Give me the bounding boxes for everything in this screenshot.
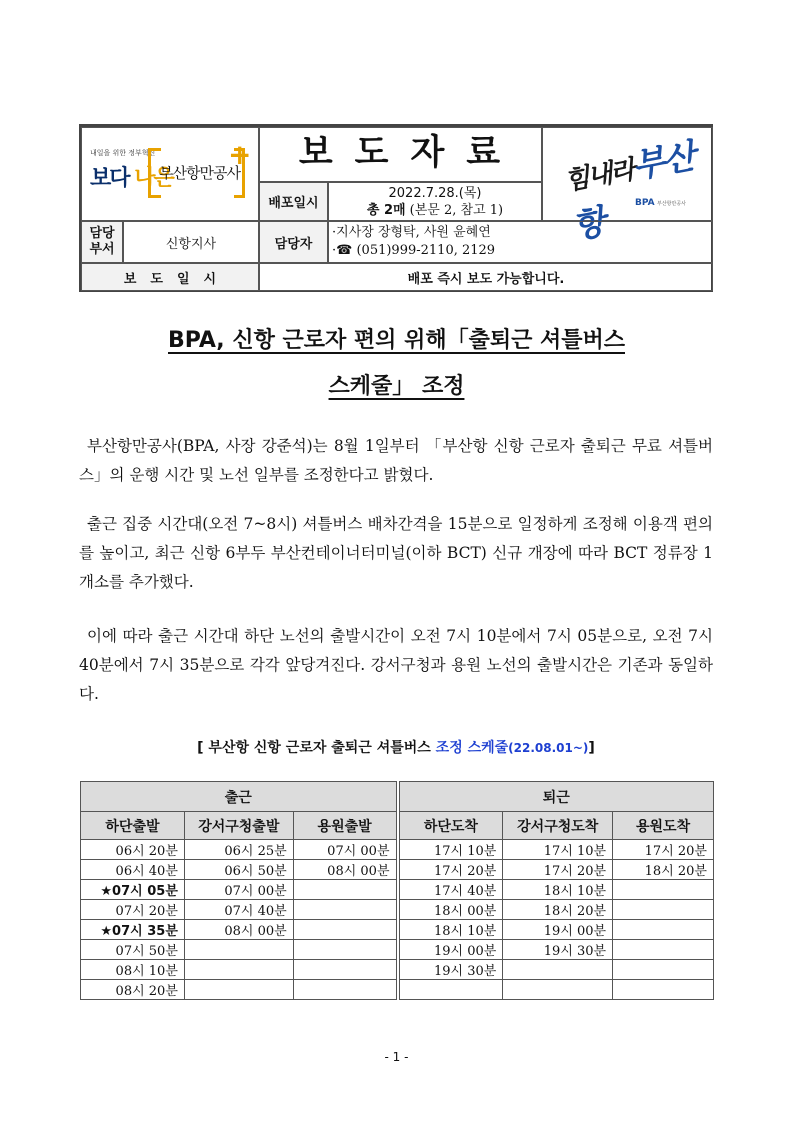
table-cell [613,920,714,940]
table-caption: [ 부산항 신항 근로자 출퇴근 셔틀버스 조정 스케줄(22.08.01~)] [197,740,595,756]
bpa-mark: BPA [635,198,655,208]
body-paragraph-1: 부산항만공사(BPA, 사장 강준석)는 8월 1일부터 「부산항 신항 근로자 출퇴근 무료 셔틀버스」의 운행 시간 및 노선 일부를 조정한다고 밝혔다. [79,437,713,484]
table-cell [399,980,503,1000]
table-cell: 17시 20분 [503,860,613,880]
caption-highlight: 조정 스케줄(22.08.01~) [435,740,589,756]
table-cell: 17시 10분 [503,840,613,860]
table-cell: 07시 00분 [293,840,396,860]
logo-org-name: 부산항만공사 [159,164,240,182]
group-return: 퇴근 [399,782,714,812]
table-cell: 19시 30분 [503,940,613,960]
release-value: 배포 즉시 보도 가능합니다. [259,263,713,291]
headline-line2: 스케줄」 조정 [328,374,465,399]
table-cell [503,960,613,980]
table-cell: 08시 00분 [184,920,293,940]
table-cell: 07시 40분 [184,900,293,920]
column-header-row [81,812,714,840]
manager-phone: ·☎ (051)999-2110, 2129 [332,243,496,258]
table-row [81,920,714,940]
shuttle-schedule-table [80,781,714,1000]
body-paragraph-2: 출근 집중 시간대(오전 7~8시) 셔틀버스 배차간격을 15분으로 일정하게 조정해 이용객 편의를 높이고, 최근 신항 6부두 부산컨테이너터미널(이하 BCT) 신규 개장에 따라 BCT 정류장 1개소를 추가했다. [79,515,713,591]
table-row [81,940,714,960]
headline-line1: BPA, 신항 근로자 편의 위해「출퇴근 셔틀버스 [168,328,625,353]
table-cell: 17시 20분 [613,840,714,860]
table-cell: 18시 20분 [503,900,613,920]
government-logo [81,127,259,221]
table-cell: 19시 30분 [399,960,503,980]
table-cell: 07시 50분 [81,940,185,960]
page-number: - 1 - [384,1050,409,1064]
table-cell: 18시 10분 [503,880,613,900]
table-cell [293,920,396,940]
table-cell: ★07시 05분 [81,880,185,900]
logo-plus-icon: + [228,138,252,171]
logo-slogan: 보다 나은 [90,166,173,191]
department-label: 담당부서 [81,221,123,263]
table-row [81,840,714,860]
table-cell: 06시 50분 [184,860,293,880]
release-label: 보도일시 [81,263,259,291]
table-cell [184,980,293,1000]
column-header: 용원출발 [293,812,396,840]
table-cell: 19시 00분 [503,920,613,940]
table-cell: 08시 00분 [293,860,396,880]
schedule-body [81,840,714,1000]
table-cell [293,900,396,920]
bpa-slogan: 힘내라부산항 [562,136,697,247]
distribution-label: 배포일시 [259,182,328,221]
table-cell [293,980,396,1000]
table-cell: 19시 00분 [399,940,503,960]
table-row [81,880,714,900]
column-header: 강서구청출발 [184,812,293,840]
distribution-date: 2022.7.28.(목) [388,185,482,201]
table-cell: 18시 00분 [399,900,503,920]
table-row [81,860,714,880]
table-cell: 08시 10분 [81,960,185,980]
column-header: 용원도착 [613,812,714,840]
table-cell: 07시 20분 [81,900,185,920]
table-row [81,960,714,980]
bpa-logo [542,127,713,247]
phone-icon: ☎ [336,243,353,258]
table-cell: 17시 40분 [399,880,503,900]
table-cell [613,960,714,980]
department-value: 신항지사 [123,221,259,263]
distribution-value [328,182,542,221]
table-cell [293,940,396,960]
table-cell: ★07시 35분 [81,920,185,940]
table-cell [184,960,293,980]
body-paragraph-3: 이에 따라 출근 시간대 하단 노선의 출발시간이 오전 7시 10분에서 7시 05분으로, 오전 7시 40분에서 7시 35분으로 각각 앞당겨진다. 강서구청과 용원 노선의 출발시간은 기존과 동일하다. [79,627,713,703]
table-cell: 06시 20분 [81,840,185,860]
table-row [81,980,714,1000]
table-cell: 07시 00분 [184,880,293,900]
column-header: 하단도착 [399,812,503,840]
table-cell [613,940,714,960]
manager-label: 담당자 [259,221,328,263]
press-title: 보도자료 [259,127,542,182]
manager-names: ·지사장 장형탁, 사원 윤혜연 [332,225,491,240]
bpa-sub: 부산항만공사 [657,201,686,207]
press-header-table [79,124,713,292]
column-header: 강서구청도착 [503,812,613,840]
group-header-row [81,782,714,812]
table-cell: 17시 20분 [399,860,503,880]
table-cell [293,960,396,980]
table-cell: 08시 20분 [81,980,185,1000]
table-cell: 18시 20분 [613,860,714,880]
table-cell [613,980,714,1000]
logo-tagline: 내일을 위한 정부혁신 [90,149,156,157]
group-commute: 출근 [81,782,397,812]
table-cell [184,940,293,960]
table-cell [613,880,714,900]
table-cell: 18시 10분 [399,920,503,940]
table-row [81,900,714,920]
distribution-pages: 총 2매 (본문 2, 참고 1) [366,202,504,218]
table-cell [613,900,714,920]
table-cell: 06시 25분 [184,840,293,860]
table-cell: 17시 10분 [399,840,503,860]
table-cell: 06시 40분 [81,860,185,880]
manager-value [328,221,713,263]
table-cell [293,880,396,900]
table-cell [503,980,613,1000]
headline [60,318,733,410]
column-header: 하단출발 [81,812,185,840]
